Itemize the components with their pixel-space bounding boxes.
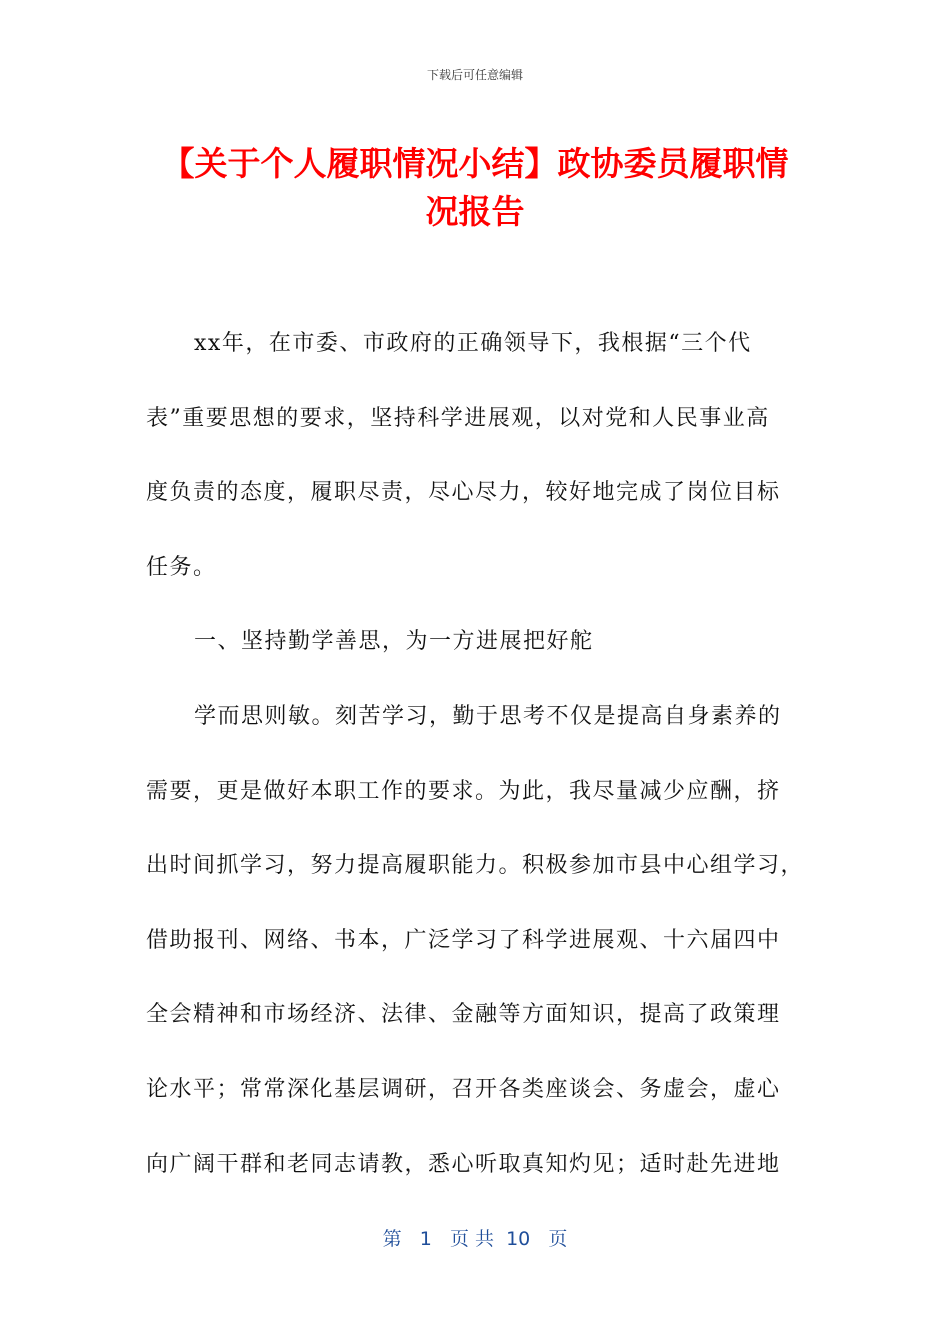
document-body bbox=[146, 320, 806, 1215]
body-line-1: xx年，在市委、市政府的正确领导下，我根据“三个代 bbox=[194, 331, 752, 356]
footer-page-suffix: 页 bbox=[548, 1228, 568, 1250]
section-heading-1: 一、坚持勤学善思，为一方进展把好舵 bbox=[194, 629, 594, 655]
body-line-12: 向广阔干群和老同志请教，悉心听取真知灼见；适时赴先进地 bbox=[146, 1151, 781, 1177]
footer-page-number: 1 bbox=[419, 1228, 432, 1250]
body-line-8: 出时间抓学习，努力提高履职能力。积极参加市县中心组学习， bbox=[146, 853, 805, 879]
body-line-11: 论水平；常常深化基层调研，召开各类座谈会、务虚会，虚心 bbox=[146, 1076, 781, 1102]
page-footer bbox=[0, 1224, 950, 1254]
footer-page-middle: 页 共 bbox=[449, 1228, 494, 1250]
body-line-9: 借助报刊、网络、书本，广泛学习了科学进展观、十六届四中 bbox=[146, 927, 781, 953]
document-title-line-2: 况报告 bbox=[425, 192, 525, 231]
body-line-2: 表”重要思想的要求，坚持科学进展观，以对党和人民事业高 bbox=[146, 405, 770, 431]
footer-page-prefix: 第 bbox=[382, 1228, 402, 1250]
body-line-7: 需要，更是做好本职工作的要求。为此，我尽量减少应酬，挤 bbox=[146, 778, 781, 804]
document-title-line-1: 【关于个人履职情况小结】政协委员履职情 bbox=[161, 144, 789, 183]
body-line-10: 全会精神和市场经济、法律、金融等方面知识，提高了政策理 bbox=[146, 1002, 781, 1028]
footer-page-total: 10 bbox=[506, 1228, 531, 1250]
body-line-3: 度负责的态度，履职尽责，尽心尽力，较好地完成了岗位目标 bbox=[146, 480, 781, 506]
body-line-6: 学而思则敏。刻苦学习，勤于思考不仅是提高自身素养的 bbox=[194, 703, 782, 729]
body-line-4: 任务。 bbox=[146, 554, 217, 580]
document-title bbox=[130, 140, 820, 236]
page-header-note: 下载后可任意编辑 bbox=[426, 68, 523, 82]
